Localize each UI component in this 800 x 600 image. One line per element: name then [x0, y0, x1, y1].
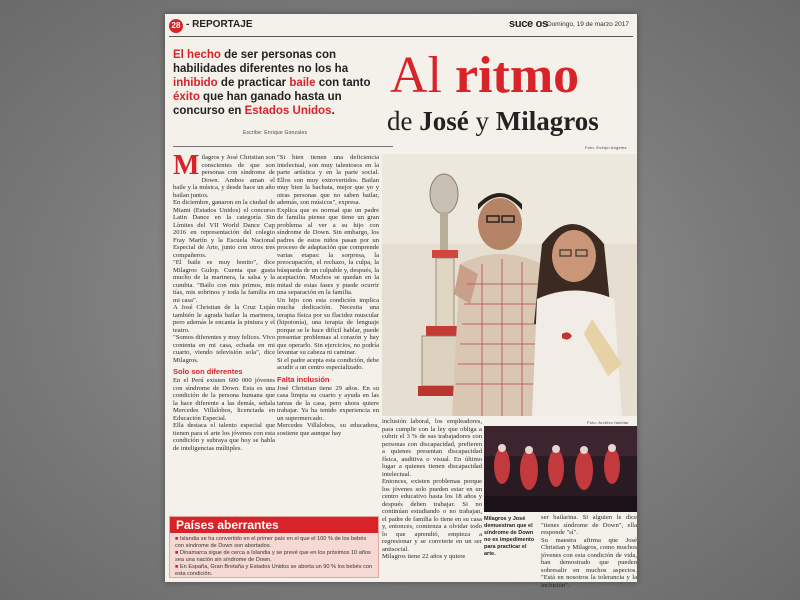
photo-caption: Milagros y José demuestran que el síndrome de Down no es impedimento para practicar el arte.: [484, 516, 535, 557]
issue-date: Domingo, 19 de marzo 2017: [547, 21, 630, 28]
lead-segment: .: [331, 105, 335, 117]
photo-credit-small: Foto: Archivo familiar: [587, 420, 629, 425]
headline-jose: José: [419, 106, 469, 136]
lead-segment: éxito: [173, 91, 200, 103]
drop-cap: M: [173, 150, 200, 181]
body-paragraph: inclusión laboral, los empleadores, para cumplir con la ley que obliga a cubrir el 3 % de sus trabajadores con personas con discapacidad, prefieren a quienes presentan discapacidad física, auditiva o visual. En último lugar a quienes tienen discapacidad intelectual.: [382, 418, 482, 478]
sidebar-box-item-text: En España, Gran Bretaña y Estados Unidos se aborta un 90 % los bebés con esta condición.: [175, 563, 373, 577]
lead-segment: de ser: [220, 49, 262, 61]
body-paragraph: A José Christian de la Cruz Luján también le agrada bailar la marinera, pero además le encanta la pintura y el teatro.: [173, 304, 275, 334]
body-paragraph: ilagros y José Christian son conscientes de que son personas con síndrome de Down. Ambos aman el baile y la música, y desde hace un año bailan juntos.: [173, 154, 275, 199]
headline-line-2: [387, 106, 599, 136]
header-rule: [169, 36, 633, 37]
body-paragraph: José Christian tiene 29 años. En su casa limpia su cuarto y ayuda en las tareas de la casa, pero ahora quiere trabajar. Ya ha tenido experiencia en un supermercado.: [277, 384, 379, 422]
sidebar-box-title: Países aberrantes: [176, 518, 279, 532]
body-paragraph: Entonces, existen problemas porque los jóvenes solo pueden estar en un centro educativo hasta los 18 años y después deben trabajar. Si no continúan estudiando o no trabajan, el padre de familia lo tiene en su casa y, entonces, comienza a olvidar todo lo que aprendió, empieza a regresionar y se convierte en un ser antisocial.: [382, 478, 482, 553]
page-header: [169, 18, 633, 34]
body-paragraph: Su maestra afirma que José Christian y Milagros, como muchos jóvenes con esta condición de vida, han demostrado que pueden sobresalir en muchos aspectos. "Está en nosotros la tolerancia y la inclusión".: [541, 536, 637, 589]
column-2: [277, 154, 379, 514]
sidebar-box: [169, 516, 379, 578]
column-1: [173, 150, 275, 514]
sidebar-box-header: [170, 517, 378, 533]
body-paragraph: "Somos diferentes y muy felices. Vivo contenta en mi casa, echada en mi cuarto, viendo televisión sola", dice Milagros.: [173, 334, 275, 364]
lead-segment: de practicar: [217, 77, 290, 89]
headline-y: y: [468, 106, 496, 136]
brand-logo: suce os: [509, 18, 548, 30]
bullet-icon: ■: [175, 536, 180, 542]
lead-segment: El hecho: [173, 49, 221, 61]
body-paragraph: En diciembre, ganaron en la ciudad de Miami (Estados Unidos) el concurso Latin Dance en la categoría Sin Límites del VII World Dance Cup 2016 en representación del colegio Fray Martín y la Escuela Nacional Especial de Arte, junto con otros tres compañeros.: [173, 199, 275, 259]
body-paragraph: Si el padre acepta esta condición, debe acudir a un centro especializado.: [277, 356, 379, 371]
body-paragraph: ser bailarina. Si alguien le dice "tienes síndrome de Down", ella responde "sí".: [541, 514, 637, 536]
body-paragraph: En el Perú existen 600 000 jóvenes con síndrome de Down. Esta es una condición de la persona humana que la hace diferente a las demás, señala Mercedes Villalobos, licenciada en Educación Especial.: [173, 377, 275, 422]
sidebar-box-item: [175, 564, 373, 578]
lead-rule: [173, 146, 393, 147]
lead-segment: inhibido: [173, 77, 218, 89]
sidebar-box-item-text: Islandia se ha convertido en el primer país en el que el 100 % de los bebés con síndrome de Down son abortados.: [175, 536, 367, 549]
lead-segment: con tanto: [315, 77, 371, 89]
bullet-icon: ■: [175, 563, 180, 570]
byline: Escribe: Enrique Gonzales: [243, 130, 308, 136]
main-photo: [382, 154, 637, 416]
bullet-icon: ■: [175, 549, 180, 556]
body-paragraph: Milagros tiene 22 años y quiere: [382, 553, 466, 560]
column-4: [541, 514, 637, 589]
sidebar-box-item: [175, 536, 373, 550]
column-3: [382, 418, 482, 582]
lead-segment: personas: [261, 49, 313, 61]
article-lead: [173, 48, 378, 118]
body-paragraph: "Si bien tienen una deficiencia intelectual, son muy talentosos en la parte artística y en la parte social. Ellos son muy extrovertidos. Bailan muy bien la bachata, mejor que yo y otras personas que no saben bailar, además, son músicos", expresa.: [277, 154, 379, 206]
lead-segment: con habilidades diferentes no los ha: [173, 49, 349, 75]
lead-segment: que han ganado hasta un concurso en: [173, 91, 342, 117]
headline-ritmo: ritmo: [455, 47, 580, 104]
body-paragraph: Ella destaca el talento especial que tienen para el arte los jóvenes con esta condición y subraya que hoy se habla de inteligencias múltiples.: [173, 422, 275, 452]
photo-credit-main: Foto: Evelyn Angeles: [585, 145, 627, 150]
headline-line-1: [390, 47, 580, 104]
body-paragraph: Mercedes Villalobos, su educadora, sostiene que aunque hay: [277, 422, 379, 437]
lead-segment: baile: [289, 77, 316, 89]
dance-group-illustration: [484, 426, 637, 512]
sidebar-box-item: [175, 550, 373, 564]
subheading: Solo son diferentes: [173, 367, 243, 376]
newspaper-page: [165, 14, 637, 589]
sidebar-box-item-text: Dinamarca sigue de cerca a Islandia y se prevé que en los próximos 10 años sea una nación sin síndrome de Down.: [175, 549, 371, 563]
lead-segment: Estados Unidos: [244, 105, 332, 117]
main-photo-illustration: [382, 154, 637, 416]
section-label: - REPORTAJE: [186, 19, 253, 30]
body-paragraph: "El baile es muy bonito", dice Milagros Gulop. Cuenta que gusta mucho de la marinera, la salsa y la cumbia. "Bailo con mis primos, mis tías, mis sobrinos y toda la familia en mi casa".: [173, 259, 275, 304]
sidebar-box-body: [175, 536, 373, 577]
headline-de: de: [387, 106, 420, 136]
headline-milagros: Milagros: [495, 106, 599, 136]
subheading: Falta inclusión: [277, 374, 330, 384]
body-paragraph: Un hijo con esta condición implica mucha dedicación. Necesita una terapia física por su flacidez muscular (hipotonía), una terapia de lenguaje porque se le hace difícil hablar, puede presentar problemas al corazón y hay que operarlo. Sin ejercicios, no podría levantar su cabeza ni caminar.: [277, 296, 379, 356]
body-paragraph: Explica que es normal que un padre de familia piense que tiene un gran problema al ver a su hijo con síndrome de Down. Sin embargo, los padres de estos niños pasan por un proceso de adaptación que comprende varias etapas: la sorpresa, la preocupación, el rechazo, la culpa, la búsqueda de un culpable y, después, la aceptación. Muchos se quedan en la mitad de estas fases y puede ocurrir una separación en la familia.: [277, 206, 379, 296]
headline-al: Al: [390, 47, 455, 104]
secondary-photo: [484, 426, 637, 512]
page-number-badge: 28: [169, 19, 183, 33]
